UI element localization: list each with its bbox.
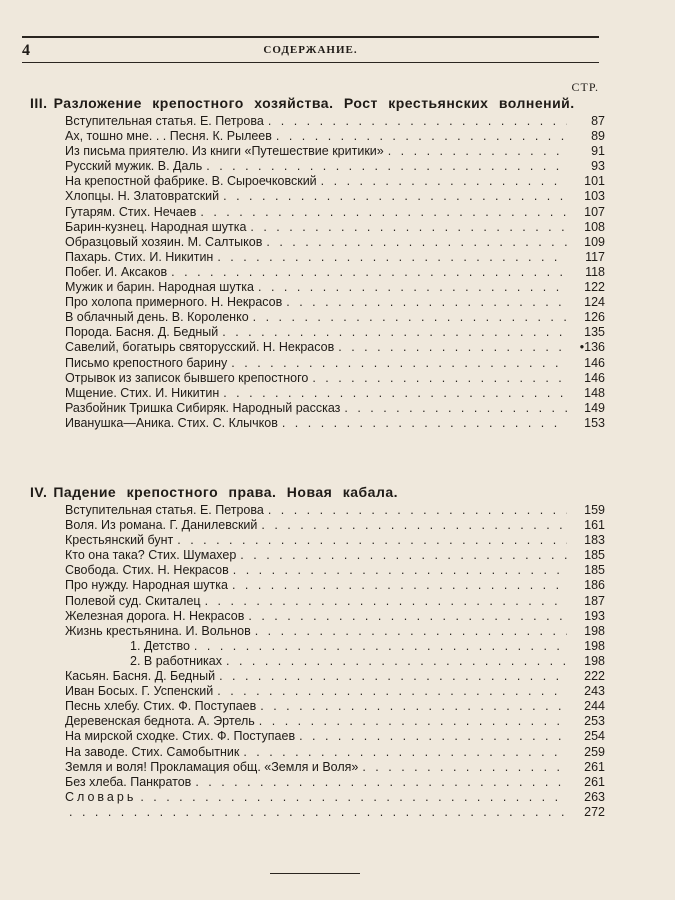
dot-leader	[250, 220, 567, 235]
entry-title: Полевой суд. Скиталец	[65, 593, 201, 608]
dot-leader	[276, 129, 567, 144]
section-number: IV.	[30, 484, 48, 500]
entry-title: Про нужду. Народная шутка	[65, 578, 228, 593]
toc-entry	[65, 325, 605, 340]
entry-page: 185	[584, 548, 605, 563]
dot-leader	[240, 548, 567, 563]
dot-leader	[260, 699, 567, 714]
entry-title: Земля и воля! Прокламация общ. «Земля и Воля»	[65, 759, 359, 774]
entry-title: На мирской сходке. Стих. Ф. Поступаев	[65, 729, 296, 744]
dot-leader	[299, 729, 567, 744]
entry-title: Воля. Из романа. Г. Данилевский	[65, 518, 258, 533]
entry-page: •136	[579, 340, 605, 355]
entry-page: 91	[591, 144, 605, 159]
dot-leader	[231, 356, 567, 371]
dot-leader	[217, 250, 567, 265]
entry-title: Словарь	[65, 789, 137, 804]
entry-page: 117	[585, 249, 605, 264]
dot-leader	[243, 745, 567, 760]
entry-title: В облачный день. В. Короленко	[65, 310, 249, 325]
dot-leader	[258, 280, 567, 295]
dot-leader	[195, 775, 567, 790]
toc-entry	[65, 386, 605, 401]
toc-entry	[65, 639, 605, 654]
entry-page: 148	[584, 385, 605, 400]
section-heading: Падение крепостного права. Новая кабала.	[53, 484, 399, 500]
dot-leader	[226, 654, 567, 669]
entry-title: Порода. Басня. Д. Бедный	[65, 325, 219, 340]
entry-page: 244	[584, 699, 605, 714]
entry-title: Хлопцы. Н. Златовратский	[65, 189, 220, 204]
entry-page: 159	[584, 503, 605, 517]
section-entries	[65, 114, 605, 431]
dot-leader	[388, 144, 567, 159]
entry-title: Савелий, богатырь святорусский. Н. Некрасов	[65, 340, 335, 355]
entry-page: 124	[584, 295, 605, 310]
entry-title: Железная дорога. Н. Некрасов	[65, 608, 245, 623]
dot-leader	[259, 714, 567, 729]
entry-title: Крестьянский бунт	[65, 533, 174, 548]
dot-leader	[171, 265, 567, 280]
dot-leader	[253, 310, 567, 325]
toc-entry	[65, 624, 605, 639]
dot-leader	[140, 790, 567, 805]
dot-leader	[362, 760, 567, 775]
entry-title: Свобода. Стих. Н. Некрасов	[65, 563, 229, 578]
dot-leader	[177, 533, 567, 548]
entry-page: 161	[584, 518, 605, 533]
dot-leader	[268, 503, 567, 518]
toc-entry	[65, 548, 605, 563]
dot-leader	[268, 114, 567, 129]
entry-title: Кто она така? Стих. Шумахер	[65, 548, 237, 563]
toc-entry	[65, 684, 605, 699]
toc-entry	[65, 235, 605, 250]
entry-page: 198	[584, 623, 605, 638]
toc-entry	[65, 371, 605, 386]
entry-page: 222	[584, 669, 605, 684]
entry-page: 183	[584, 533, 605, 548]
toc-entry	[65, 310, 605, 325]
entry-title: Вступительная статья. Е. Петрова	[65, 114, 264, 128]
entry-page: 254	[584, 729, 605, 744]
toc-entry	[65, 265, 605, 280]
dot-leader	[282, 416, 567, 431]
entry-title: Мужик и барин. Народная шутка	[65, 280, 254, 295]
toc-entry	[65, 533, 605, 548]
entry-page: 109	[584, 234, 605, 249]
toc-entry	[65, 518, 605, 533]
entry-page: 146	[584, 355, 605, 370]
entry-page: 103	[584, 189, 605, 204]
dot-leader	[338, 340, 567, 355]
dot-leader	[206, 159, 567, 174]
entry-page: 193	[584, 608, 605, 623]
entry-page: 253	[584, 714, 605, 729]
entry-title: Мщение. Стих. И. Никитин	[65, 385, 220, 400]
entry-title: Деревенская беднота. А. Эртель	[65, 714, 255, 729]
entry-title: Побег. И. Аксаков	[65, 264, 168, 279]
toc-entry	[65, 729, 605, 744]
toc-entry	[65, 669, 605, 684]
toc-entry	[65, 714, 605, 729]
toc-entry	[65, 654, 605, 669]
entry-title: Пахарь. Стих. И. Никитин	[65, 249, 214, 264]
toc-entry	[65, 144, 605, 159]
section-iv	[30, 484, 605, 820]
dot-leader	[312, 371, 567, 386]
dot-leader	[255, 624, 567, 639]
entry-title: Иван Босых. Г. Успенский	[65, 684, 214, 699]
toc-entry	[65, 159, 605, 174]
entry-page: 107	[584, 204, 605, 219]
entry-page: 185	[584, 563, 605, 578]
page-column-label: СТР.	[571, 80, 599, 94]
toc-entry	[65, 805, 605, 820]
dot-leader	[321, 174, 567, 189]
toc-entry	[65, 563, 605, 578]
entry-page: 135	[584, 325, 605, 340]
entry-title: Касьян. Басня. Д. Бедный	[65, 669, 216, 684]
toc-entry	[65, 760, 605, 775]
page-header	[22, 36, 599, 63]
toc-entry	[65, 174, 605, 189]
dot-leader	[205, 594, 567, 609]
dot-leader	[69, 805, 567, 820]
dot-leader	[223, 386, 567, 401]
entry-title: На заводе. Стих. Самобытник	[65, 744, 240, 759]
section-heading: Разложение крепостного хозяйства. Рост крестьянских волнений.	[53, 95, 575, 111]
entry-page: 198	[584, 638, 605, 653]
entry-title: Без хлеба. Панкратов	[65, 774, 192, 789]
toc-entry	[65, 416, 605, 431]
entry-title: Ах, тошно мне. . . Песня. К. Рылеев	[65, 129, 272, 144]
entry-page: 186	[584, 578, 605, 593]
toc-entry	[65, 114, 605, 129]
dot-leader	[248, 609, 567, 624]
toc-entry	[65, 205, 605, 220]
toc-entry	[65, 594, 605, 609]
entry-page: 118	[585, 264, 605, 279]
entry-title: Жизнь крестьянина. И. Вольнов	[65, 623, 251, 638]
page-number: 4	[22, 42, 30, 59]
toc-entry	[65, 790, 605, 805]
entry-page: 263	[584, 789, 605, 804]
entry-page: 261	[584, 759, 605, 774]
dot-leader	[233, 563, 567, 578]
toc-entry	[65, 356, 605, 371]
dot-leader	[223, 189, 567, 204]
toc-entry	[65, 401, 605, 416]
section-title	[30, 95, 605, 112]
section-iii	[30, 95, 605, 431]
toc-entry	[65, 220, 605, 235]
entry-page: 153	[584, 415, 605, 430]
section-entries	[65, 503, 605, 820]
entry-page: 122	[584, 280, 605, 295]
entry-page: 101	[584, 174, 605, 189]
entry-title: Барин-кузнец. Народная шутка	[65, 219, 247, 234]
entry-page: 198	[584, 653, 605, 668]
entry-title: Вступительная статья. Е. Петрова	[65, 503, 264, 517]
entry-page: 126	[584, 310, 605, 325]
entry-title: Разбойник Тришка Сибиряк. Народный рассказ	[65, 400, 341, 415]
entry-title: 1. Детство	[130, 638, 190, 653]
entry-page: 108	[584, 219, 605, 234]
entry-title: Русский мужик. В. Даль	[65, 159, 203, 174]
entry-title: Отрывок из записок бывшего крепостного	[65, 370, 309, 385]
dot-leader	[266, 235, 567, 250]
entry-title: Образцовый хозяин. М. Салтыков	[65, 234, 263, 249]
toc-entry	[65, 699, 605, 714]
entry-title: Гутарям. Стих. Нечаев	[65, 204, 197, 219]
toc-entry	[65, 280, 605, 295]
entry-title: Иванушка—Аника. Стих. С. Клычков	[65, 415, 278, 430]
toc-entry	[65, 250, 605, 265]
entry-page: 272	[584, 804, 605, 819]
entry-page: 146	[584, 370, 605, 385]
dot-leader	[261, 518, 567, 533]
section-number: III.	[30, 95, 48, 111]
running-title: СОДЕРЖАНИЕ.	[263, 44, 358, 56]
dot-leader	[344, 401, 567, 416]
dot-leader	[219, 669, 567, 684]
entry-page: 93	[591, 159, 605, 174]
dot-leader	[222, 325, 567, 340]
dot-leader	[217, 684, 567, 699]
entry-title: Из письма приятелю. Из книги «Путешествие критики»	[65, 144, 384, 159]
toc-entry	[65, 295, 605, 310]
footer-rule	[270, 873, 360, 874]
toc-entry	[65, 609, 605, 624]
toc-entry	[65, 340, 605, 355]
entry-page: 261	[584, 774, 605, 789]
entry-title: На крепостной фабрике. В. Сыроечковский	[65, 174, 317, 189]
dot-leader	[194, 639, 567, 654]
entry-title: Письмо крепостного барину	[65, 355, 228, 370]
toc-entry	[65, 503, 605, 518]
toc-entry	[65, 775, 605, 790]
toc-entry	[65, 129, 605, 144]
toc-entry	[65, 578, 605, 593]
entry-title: Про холопа примерного. Н. Некрасов	[65, 295, 283, 310]
dot-leader	[286, 295, 567, 310]
dot-leader	[232, 578, 567, 593]
section-title	[30, 484, 605, 501]
toc-entry	[65, 745, 605, 760]
entry-page: 187	[584, 593, 605, 608]
entry-page: 149	[584, 400, 605, 415]
entry-page: 87	[591, 114, 605, 128]
toc-entry	[65, 189, 605, 204]
entry-title: 2. В работниках	[130, 653, 223, 668]
dot-leader	[200, 205, 567, 220]
entry-page: 89	[591, 129, 605, 144]
entry-page: 259	[584, 744, 605, 759]
entry-title: Песнь хлебу. Стих. Ф. Поступаев	[65, 699, 257, 714]
entry-page: 243	[584, 684, 605, 699]
